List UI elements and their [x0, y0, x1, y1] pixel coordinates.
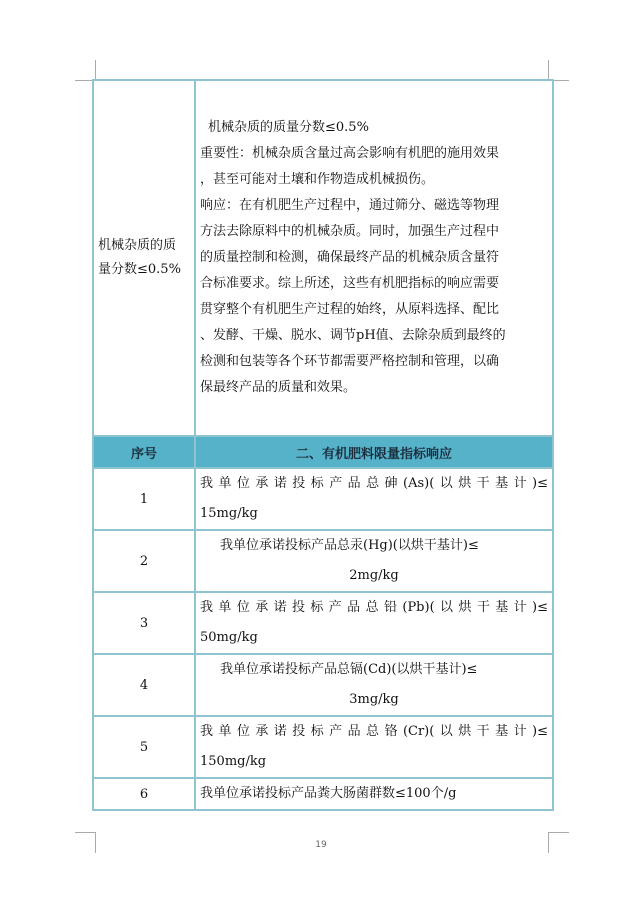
row-line2: 150mg/kg [200, 754, 267, 769]
row-number: 6 [93, 778, 195, 810]
row-content [195, 530, 553, 592]
impurity-label-line1: 机械杂质的质 [98, 238, 177, 253]
row-line1: 我单位承诺投标产品总砷(As)(以烘干基计)≤ [200, 476, 548, 491]
desc-line: 检测和包装等各个环节都需要严格控制和管理，以确 [200, 354, 500, 369]
desc-line: 合标准要求。综上所述，这些有机肥指标的响应需要 [200, 276, 500, 291]
row-number: 1 [93, 468, 195, 530]
table-row [93, 654, 553, 716]
table-row [93, 778, 553, 810]
row-content [195, 778, 553, 810]
crop-mark-top-left [75, 60, 96, 81]
row-line1: 我单位承诺投标产品总铬(Cr)(以烘干基计)≤ [200, 724, 548, 739]
row-line2: 15mg/kg [200, 506, 258, 521]
row-line2: 50mg/kg [200, 630, 258, 645]
desc-line: 保最终产品的质量和效果。 [200, 380, 357, 395]
desc-line: 机械杂质的质量分数≤0.5% [208, 120, 369, 135]
document-table [92, 79, 554, 811]
row-content [195, 654, 553, 716]
impurity-row [93, 80, 553, 436]
row-line1: 我单位承诺投标产品总镉(Cd)(以烘干基计)≤ [220, 662, 478, 677]
row-number: 2 [93, 530, 195, 592]
desc-line: 、发酵、干燥、脱水、调节pH值、去除杂质到最终的 [200, 328, 506, 343]
row-line2: 2mg/kg [349, 568, 399, 583]
table-row [93, 716, 553, 778]
row-content [195, 716, 553, 778]
desc-line: 的质量控制和检测，确保最终产品的机械杂质含量符 [200, 250, 500, 265]
row-line1: 我单位承诺投标产品总汞(Hg)(以烘干基计)≤ [220, 538, 479, 553]
row-number: 3 [93, 592, 195, 654]
desc-line: ，甚至可能对土壤和作物造成机械损伤。 [200, 172, 435, 187]
row-content [195, 592, 553, 654]
row-number: 4 [93, 654, 195, 716]
impurity-label-line2: 量分数≤0.5% [98, 262, 181, 277]
header-title: 二、有机肥料限量指标响应 [195, 436, 553, 468]
row-content [195, 468, 553, 530]
page-number: 19 [315, 840, 327, 850]
row-line1: 我单位承诺投标产品粪大肠菌群数≤100个/g [200, 786, 457, 801]
desc-line: 重要性：机械杂质含量过高会影响有机肥的施用效果 [200, 146, 500, 161]
row-number: 5 [93, 716, 195, 778]
impurity-description-cell [195, 80, 553, 436]
crop-mark-top-right [548, 60, 569, 81]
table-row [93, 530, 553, 592]
table-header-row [93, 436, 553, 468]
table-row [93, 468, 553, 530]
desc-line: 方法去除原料中的机械杂质。同时，加强生产过程中 [200, 224, 500, 239]
desc-line: 响应：在有机肥生产过程中，通过筛分、磁选等物理 [200, 198, 500, 213]
row-line1: 我单位承诺投标产品总铅(Pb)(以烘干基计)≤ [200, 600, 548, 615]
header-seq: 序号 [93, 436, 195, 468]
impurity-label-cell [93, 80, 195, 436]
desc-line: 贯穿整个有机肥生产过程的始终，从原料选择、配比 [200, 302, 500, 317]
table-row [93, 592, 553, 654]
row-line2: 3mg/kg [349, 692, 399, 707]
